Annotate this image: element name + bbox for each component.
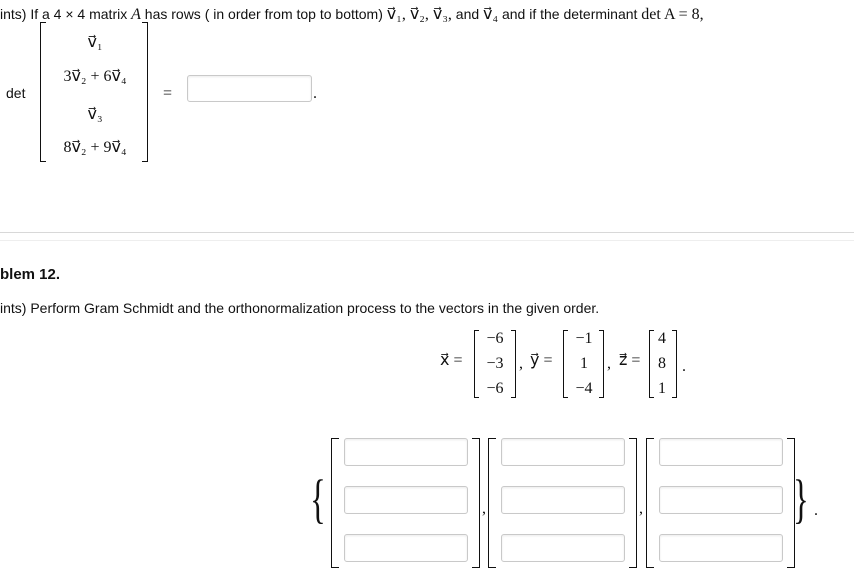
answer-vector-1-right-bracket [472, 438, 480, 568]
vector-y-entry-2: 1 [580, 355, 588, 372]
vector-z-entry-2: 8 [658, 355, 666, 372]
rows-list: v⃗₁, v⃗₂, v⃗₃, [386, 6, 452, 23]
matrix-var: A [131, 6, 141, 23]
vector-y-label: y⃗ = [530, 352, 553, 369]
intro-suffix: and if the determinant [501, 6, 638, 22]
answer-period: . [313, 85, 317, 102]
vectors-period: . [682, 358, 686, 375]
comma-2: , [607, 355, 611, 372]
vector-x-entry-1: −6 [486, 330, 504, 347]
det-expression: det A = 8, [641, 6, 704, 23]
answer-vector-3-left-bracket [646, 438, 654, 568]
vector-x-left-bracket [474, 330, 479, 398]
vector-y-left-bracket [563, 330, 568, 398]
matrix-row-3: v⃗₃ [87, 106, 103, 123]
problem-11-intro [0, 4, 704, 24]
answer-vector-3-entry-1[interactable] [659, 438, 783, 466]
problem-separator [0, 232, 854, 233]
intro-mid: has rows ( in order from top to bottom) [144, 6, 383, 22]
answer-vector-1-entry-3[interactable] [344, 534, 468, 562]
intro-prefix: ints) If a 4 × 4 matrix [0, 6, 128, 22]
answer-vector-2-entry-3[interactable] [501, 534, 625, 562]
problem-separator-shadow [0, 240, 854, 241]
answer-vector-2-entry-2[interactable] [501, 486, 625, 514]
close-brace: } [793, 469, 809, 529]
det-label: det [6, 85, 26, 101]
answer-comma-1: , [482, 500, 486, 517]
answer-vector-3-right-bracket [787, 438, 795, 568]
answer-vector-3-entry-2[interactable] [659, 486, 783, 514]
equals-sign: = [163, 85, 173, 102]
matrix-row-2: 3v⃗₂ + 6v⃗₄ [63, 68, 127, 85]
vector-z-entry-1: 4 [658, 330, 666, 347]
vector-y-entry-3: −4 [575, 380, 593, 397]
vector-z-entry-3: 1 [658, 380, 666, 397]
answer-vector-3-entry-3[interactable] [659, 534, 783, 562]
answer-vector-1-entry-2[interactable] [344, 486, 468, 514]
matrix-right-bracket [142, 22, 148, 162]
matrix-left-bracket [40, 22, 46, 162]
problem-12-header: blem 12. [0, 266, 61, 283]
answer-vector-1-entry-1[interactable] [344, 438, 468, 466]
vector-z-label: z⃗ = [619, 352, 641, 369]
matrix-row-4: 8v⃗₂ + 9v⃗₄ [63, 139, 127, 156]
vector-y-entry-1: −1 [575, 330, 593, 347]
answer-comma-2: , [639, 500, 643, 517]
vector-x-label: x⃗ = [440, 352, 463, 369]
vector-x-right-bracket [511, 330, 516, 398]
problem-12-prompt: ints) Perform Gram Schmidt and the orthonormalization process to the vectors in the given order. [0, 300, 600, 316]
vector-x-entry-2: −3 [486, 355, 504, 372]
matrix-row-1: v⃗₁ [87, 34, 103, 51]
and-text: and [455, 6, 480, 22]
answer-vector-2-entry-1[interactable] [501, 438, 625, 466]
answer-vector-1-left-bracket [331, 438, 339, 568]
comma-1: , [519, 355, 523, 372]
answer-vector-2-left-bracket [488, 438, 496, 568]
determinant-answer-input[interactable] [187, 75, 312, 102]
vector-y-right-bracket [599, 330, 604, 398]
answer-set-period: . [814, 502, 818, 519]
open-brace: { [310, 469, 326, 529]
v4-label: v⃗₄ [483, 6, 499, 23]
vector-x-entry-3: −6 [486, 380, 504, 397]
answer-vector-2-right-bracket [629, 438, 637, 568]
